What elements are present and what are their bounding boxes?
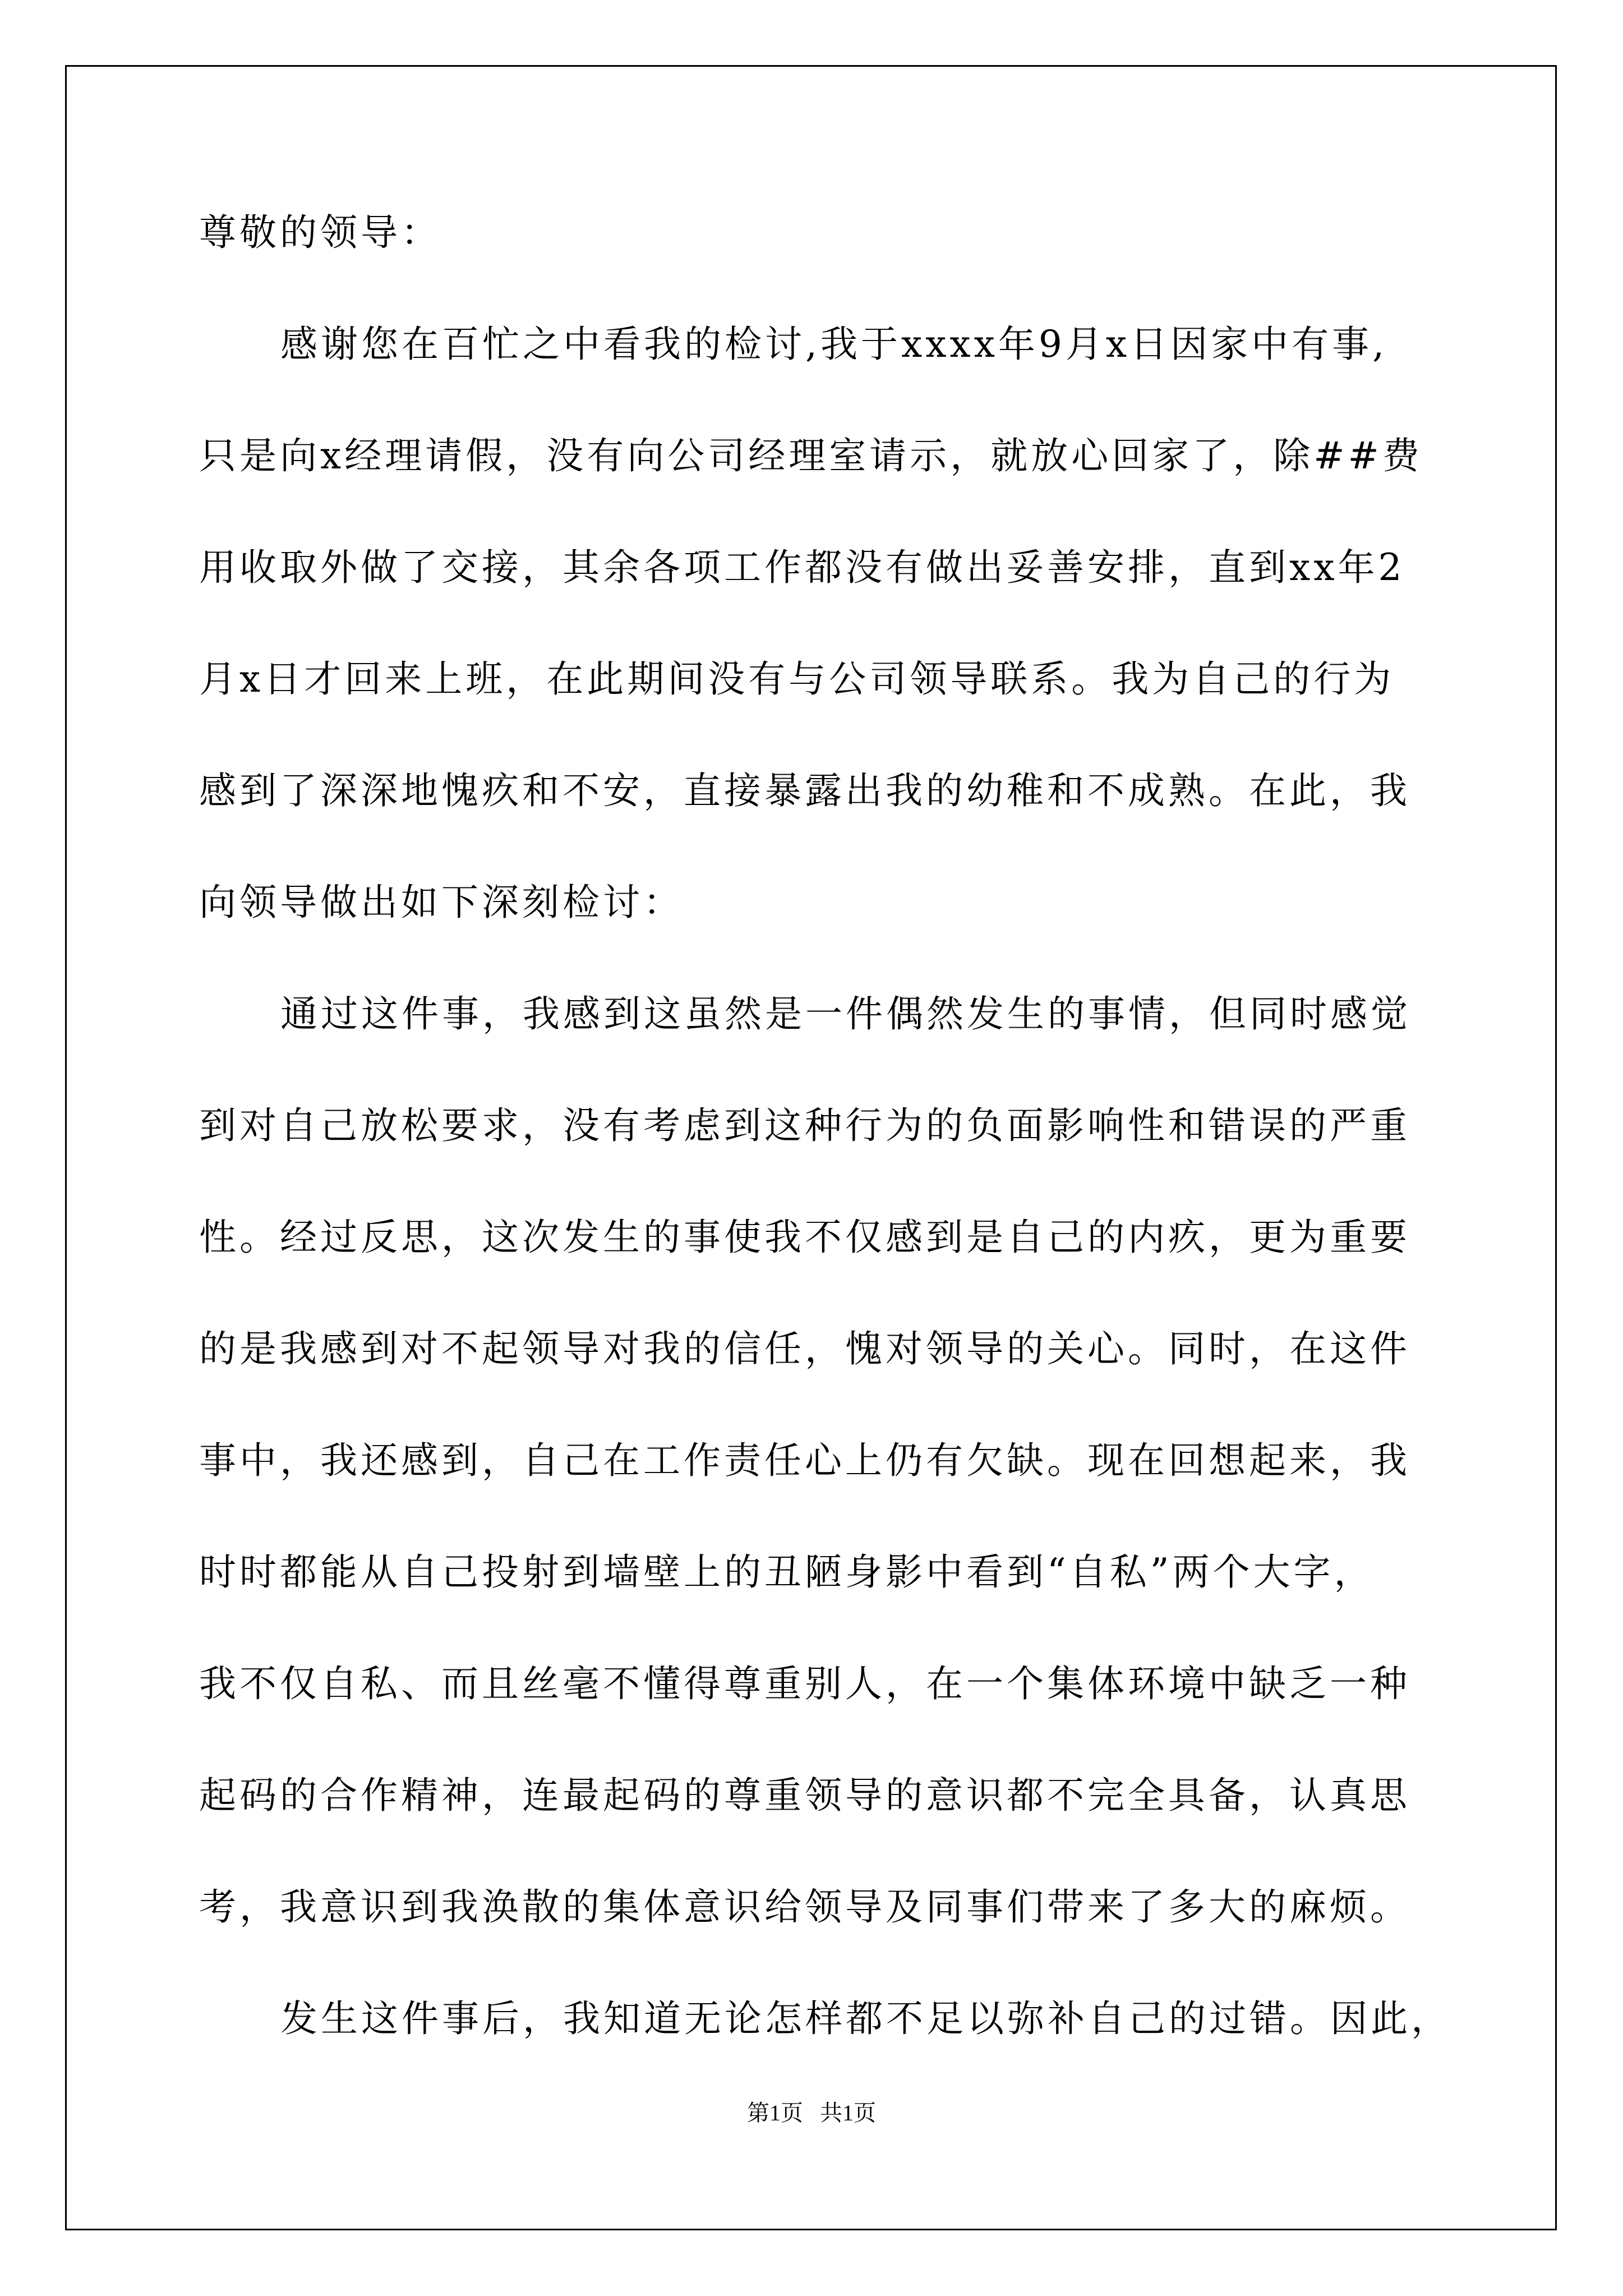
paragraph-line: 通过这件事，我感到这虽然是一件偶然发生的事情，但同时感觉: [280, 992, 1411, 1036]
paragraph-line: 只是向x经理请假，没有向公司经理室请示，就放心回家了，除##费: [199, 434, 1423, 477]
paragraph-line: 到对自己放松要求，没有考虑到这种行为的负面影响性和错误的严重: [199, 1104, 1410, 1147]
paragraph-line: 时时都能从自己投射到墙壁上的丑陋身影中看到“自私”两个大字，: [199, 1550, 1375, 1594]
salutation: 尊敬的领导：: [199, 211, 441, 254]
paragraph-line: 感谢您在百忙之中看我的检讨,我于xxxx年9月x日因家中有事,: [280, 323, 1388, 366]
paragraph-line: 考，我意识到我涣散的集体意识给领导及同事们带来了多大的麻烦。: [199, 1885, 1410, 1929]
page-footer: 第1页 共1页: [747, 2100, 876, 2125]
paragraph-line: 事中，我还感到，自己在工作责任心上仍有欠缺。现在回想起来，我: [199, 1439, 1410, 1482]
paragraph-line: 起码的合作精神，连最起码的尊重领导的意识都不完全具备，认真思: [199, 1774, 1410, 1817]
paragraph-line: 月x日才回来上班，在此期间没有与公司领导联系。我为自己的行为: [199, 657, 1395, 701]
paragraph-line: 感到了深深地愧疚和不安，直接暴露出我的幼稚和不成熟。在此，我: [199, 769, 1410, 812]
paragraph-line: 用收取外做了交接，其余各项工作都没有做出妥善安排，直到xx年2: [199, 546, 1405, 589]
paragraph-line: 我不仅自私、而且丝毫不懂得尊重别人，在一个集体环境中缺乏一种: [199, 1662, 1410, 1705]
paragraph-line: 的是我感到对不起领导对我的信任，愧对领导的关心。同时，在这件: [199, 1327, 1410, 1370]
paragraph-line: 向领导做出如下深刻检讨：: [199, 881, 684, 924]
paragraph-line: 发生这件事后，我知道无论怎样都不足以弥补自己的过错。因此，: [280, 1997, 1451, 2040]
paragraph-line: 性。经过反思，这次发生的事使我不仅感到是自己的内疚，更为重要: [199, 1216, 1410, 1259]
